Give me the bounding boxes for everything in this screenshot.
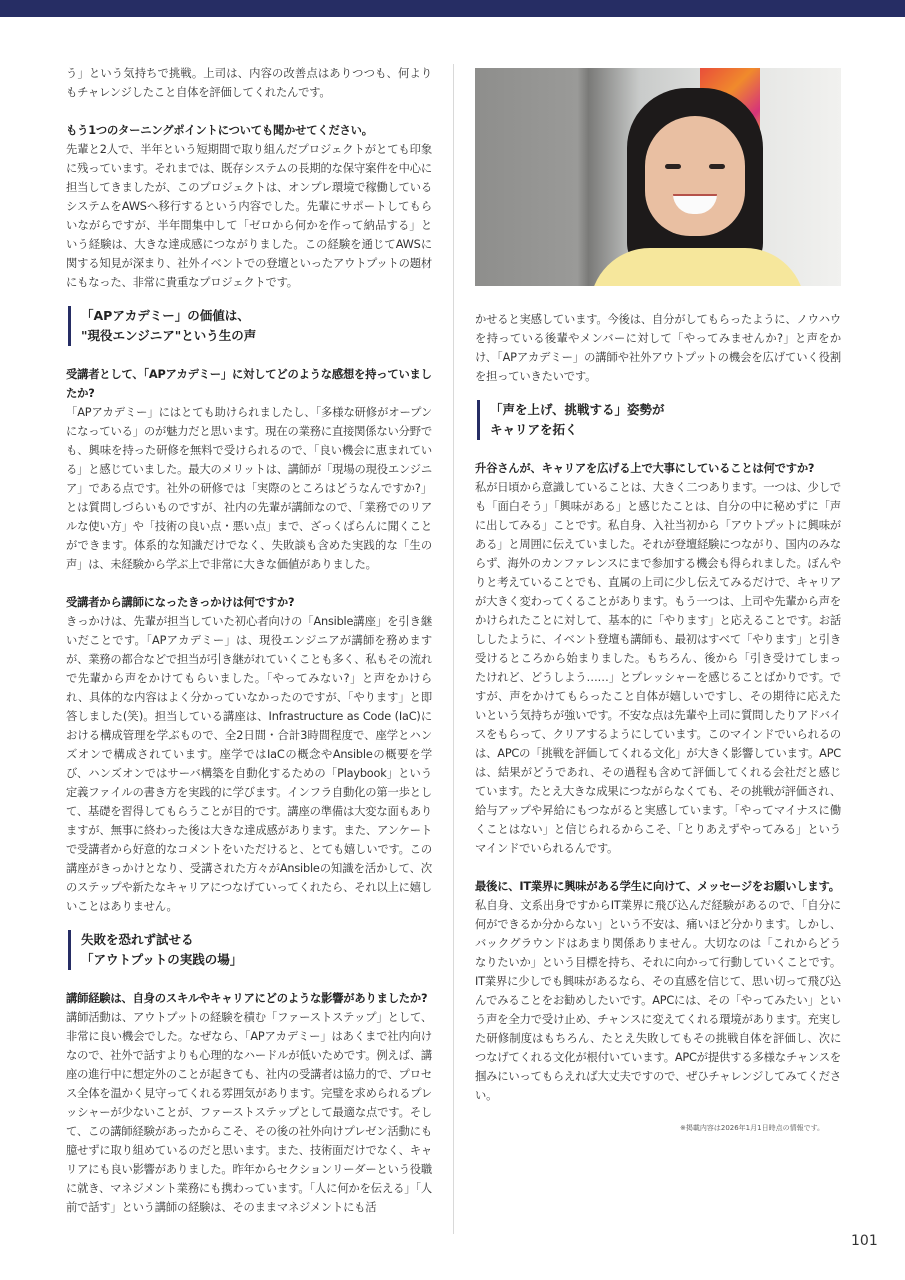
text-line: けられたことに対して、基本的に「やります」と応えることです。お話し xyxy=(475,614,841,646)
text-line: 昇給にもつながると実感しています。「やってマイナスに働くことはな xyxy=(475,804,841,836)
section-heading-output-practice xyxy=(68,930,432,970)
heading-line: "現役エンジニア"という生の声 xyxy=(81,328,257,343)
text-line: ンズオンで構成されています。座学ではIaCの概念やAnsibleの概要を xyxy=(66,729,432,761)
question-message-students xyxy=(475,877,841,896)
text-line: ニア」である点です。社外の研修では「実際のところはどうなんです xyxy=(66,463,432,495)
text-line: における構成管理を学ぶもので、全2日間・合計3時間程度で、座学とハ xyxy=(66,710,432,742)
answer-instructor-impact xyxy=(66,1008,432,1217)
text-line: 先輩と2人で、半年という短期間で取り組んだプロジェクトがとても印 xyxy=(66,143,421,156)
text-line: 出してみる」ことです。私自身、入社当初から「アウトプットに興味があ xyxy=(475,519,841,551)
text-line: として、基礎を習得してもらうことが目的です。講座の準備は大変な面 xyxy=(66,786,432,818)
text-line: 学び、ハンズオンではサーバ構築を自動化するための「Playbook」とい xyxy=(66,748,432,780)
text-line: ので、社外で話すよりも心理的なハードルが低いためです。例えば、講 xyxy=(77,1049,432,1062)
column-divider xyxy=(453,64,454,1234)
text-line: に何ができるか分からない」という不安は、痛いほど分かります。しかし、 xyxy=(475,899,841,931)
text-line: が、業務の都合などで担当が引き継がれていくことも多く、私もその流 xyxy=(66,653,421,666)
text-line: 私が日頃から意識していることは、大きく二つあります。一つは、少しで xyxy=(475,481,841,494)
text-line: 材にもなった、非常に貴重なプロジェクトです。 xyxy=(66,257,432,289)
text-line: セス全体を温かく見守ってくれる雰囲気があります。完璧を求められる xyxy=(66,1068,432,1100)
text-line: う声を全力で受け止め、チャンスに変えてくれる環境があります。充実し xyxy=(475,1013,841,1026)
text-line: す。この講座がきっかけとなり、受講された方々がAnsibleの知識を活 xyxy=(66,843,432,875)
text-line: そして、この講師経験があったからこそ、その後の社外向けプレゼン活 xyxy=(66,1106,432,1138)
text-line: い」と信じられるからこそ、「とりあえずやってみる」というマインドでい xyxy=(475,823,841,855)
question-becoming-instructor xyxy=(66,593,432,612)
text-line: ケートで受講者から好意的なコメントをいただけると、とても嬉しいで xyxy=(66,824,432,856)
answer-continuation xyxy=(475,310,841,386)
text-line: になっている」のが魅力だと思います。現在の業務に直接関係ない分野 xyxy=(66,425,421,438)
section-heading-speak-up xyxy=(477,400,841,440)
text-line: れ、具体的な内容はよく分かっていなかったのですが、「やります」と即 xyxy=(66,691,432,704)
text-line: 常に良い機会でした。なぜなら、「APアカデミー」はあくまで社内向けな xyxy=(66,1030,432,1062)
text-line: もらいながらですが、半年間集中して「ゼロから何かを作って納品する」 xyxy=(66,200,432,232)
text-line: 講師経験は、自身のスキルやキャリアにどのような影響がありまし xyxy=(66,992,399,1005)
text-line: く、キャリアにも良い影響がありました。昨年からセクションリーダーと xyxy=(66,1144,432,1176)
text-line: け、「APアカデミー」の講師や社外アウトプットの機会を広げていく役割 xyxy=(475,351,841,364)
text-line: に関する知見が深まり、社外イベントでの登壇といったアウトプットの題 xyxy=(66,238,432,270)
text-line: たか? xyxy=(66,387,95,400)
question-career-growth xyxy=(475,459,841,478)
text-line: て、クリアするようにしています。このマインドでいられるのは、APCの xyxy=(475,728,841,760)
text-line: 以上に嬉しいことはありません。 xyxy=(66,881,432,913)
text-line: 象に残っています。それまでは、既存システムの長期的な保守案件を中 xyxy=(66,143,432,175)
text-line: られるんです。 xyxy=(541,842,619,855)
text-line: 受講者として、「APアカデミー」に対してどのような感想を持っていまし xyxy=(66,368,432,381)
text-line: つなげてくれる文化が根付いています。APCが提供する多様なチャン xyxy=(475,1051,819,1064)
text-line: たとえ大きな成果につながらなくても、その挑戦が評価され、給与アップや xyxy=(475,785,841,817)
text-line: た研修制度はもちろん、たとえ失敗してもその挑戦自体を評価し、次に xyxy=(475,1032,841,1045)
left-column xyxy=(66,64,432,1217)
question-impression xyxy=(66,365,432,403)
text-line: 継いだことです。「APアカデミー」は、現役エンジニアが講師を務めます xyxy=(66,615,432,647)
question-instructor-impact xyxy=(66,989,432,1008)
text-line: きっかけは、先輩が担当していた初心者向けの「Ansible講座」を引き xyxy=(66,615,421,628)
text-line: 講師活動は、アウトプットの経験を積む「ファーストステップ」として、非 xyxy=(66,1011,432,1043)
question-turning-point xyxy=(66,121,432,140)
page-number: 101 xyxy=(851,1233,878,1249)
text-line: 「挑戦を評価してくれる文化」が大きく影響しています。APCは、結果が xyxy=(475,747,841,779)
text-line: でも、興味を持った研修を無料で受けられるので、「良い機会に恵まれ xyxy=(66,425,432,457)
text-line: 業界に少しでも興味があるなら、その直感を信じて、思い切って飛び込 xyxy=(484,975,841,988)
footnote: ※掲載内容は2026年1月1日時点の情報です。 xyxy=(680,1124,825,1132)
text-line: 答しました(笑)。担当している講座は、Infrastructure as Code (IaC) xyxy=(66,710,421,723)
text-line: もチャレンジしたこと自体を評価してくれたんです。 xyxy=(66,86,331,99)
text-line: 動にも臆せずに取り組めているのだと思います。また、技術面だけでな xyxy=(66,1125,432,1157)
right-column xyxy=(475,310,841,1105)
heading-line: 「アウトプットの実践の場」 xyxy=(81,952,243,967)
heading-line: 失敗を恐れず試せる xyxy=(81,932,194,947)
text-line: けてもらったこと自体が嬉しいですし、その期待に応えたいという気持 xyxy=(475,690,841,722)
answer-career-growth xyxy=(475,478,841,858)
text-line: 大きく変わってくることがあります。もう一つは、上司や先輩から声をか xyxy=(475,595,841,627)
text-line: いう役職に就き、マネジメント業務にも携わっています。「人に何かを伝 xyxy=(66,1163,432,1195)
text-line: かせると実感しています。今後は、自分がしてもらったように、ノウハウ xyxy=(475,313,841,326)
intro-paragraph xyxy=(66,64,432,102)
text-line: 「APアカデミー」にはとても助けられましたし、「多様な研修がオープン xyxy=(66,406,432,419)
text-line: バックグラウンドはあまり関係ありません。大切なのは「これからどうな xyxy=(475,937,841,969)
text-line: いるシステムをAWSへ移行するという内容でした。先輩にサポートして xyxy=(66,181,432,213)
text-line: ところから始まりました。もちろん、後から「引き受けてしまったけれど、 xyxy=(475,652,841,684)
answer-impression xyxy=(66,403,432,574)
text-line: う」という気持ちで挑戦。上司は、内容の改善点はありつつも、何より xyxy=(66,67,432,80)
text-line: 心に担当してきましたが、このプロジェクトは、オンプレ環境で稼働して xyxy=(66,162,432,194)
text-line: 座の進行中に想定外のことが起きても、社内の受講者は協力的で、プロ xyxy=(66,1068,421,1081)
header-bar xyxy=(0,0,905,17)
text-line: もありますが、無事に終わった後は大きな達成感があります。また、アン xyxy=(66,805,433,837)
text-line: と考えていることでも、直属の上司に少し伝えてみるだけで、キャリアが xyxy=(475,576,841,608)
text-line: か?」とは質問しづらいものですが、社内の先輩が講師なので、「業務で xyxy=(66,482,432,514)
text-line: れで先輩から声をかけてもらいました。「やってみない?」と声をかけら xyxy=(66,653,432,685)
answer-turning-point xyxy=(66,140,432,292)
heading-line: 「APアカデミー」の価値は、 xyxy=(81,308,250,323)
heading-line: キャリアを拓く xyxy=(490,422,578,437)
text-line: 私自身、文系出身ですからIT業界に飛び込んだ経験があるので、「自分 xyxy=(475,899,830,912)
text-line: 升谷さんが、キャリアを広げる上で大事にしていることは何ですか? xyxy=(475,462,815,475)
text-line: 「生の声」は、未経験から学ぶ上で非常に大きな価値がありました。 xyxy=(66,539,433,571)
text-line: える」「人前で話す」という講師の経験は、そのままマネジメントにも活 xyxy=(66,1182,432,1214)
text-line: したように、イベント登壇も講師も、最初はすべて「やります」と引き受ける xyxy=(475,633,841,665)
text-line: を担っていきたいです。 xyxy=(475,370,597,383)
text-line: ことができます。体系的な知識だけでなく、失敗談も含めた実践的な xyxy=(66,520,432,552)
heading-line: 「声を上げ、挑戦する」姿勢が xyxy=(490,402,665,417)
answer-message-students xyxy=(475,896,841,1105)
text-line: スを掴みにいってもらえれば大丈夫ですので、ぜひチャレンジしてみて xyxy=(475,1051,842,1083)
answer-becoming-instructor xyxy=(66,612,432,916)
text-line: う定義ファイルの書き方を実践的に学びます。インフラ自動化の第一歩 xyxy=(66,767,432,799)
text-line: もう1つのターニングポイントについても聞かせてください。 xyxy=(66,124,373,137)
text-line: りたいか」という目標を持ち、それに向かって行動していくことです。IT xyxy=(475,956,841,988)
text-line: のリアルな使い方」や「技術の良い点・悪い点」まで、ざっくばらんに聞く xyxy=(66,501,432,533)
text-line: を持っている後輩やメンバーに対して「やってみませんか?」と声をか xyxy=(475,332,841,345)
text-line: ている」と感じていました。最大のメリットは、講師が「現場の現役エンジ xyxy=(66,444,432,476)
text-line: たか? xyxy=(398,992,428,1005)
text-line: 最後に、IT業界に興味がある学生に向けて、メッセージをお願いし xyxy=(475,880,808,893)
text-line: プレッシャーが少ないことが、ファーストステップとして最適な点です。 xyxy=(66,1087,432,1119)
portrait-photo xyxy=(475,68,841,286)
text-line: という経験は、大きな達成感につながりました。この経験を通じてAWS xyxy=(66,219,432,251)
text-line: ちが強いです。不安な点は先輩や上司に質問したりアドバイスをもらっ xyxy=(475,709,841,741)
text-line: んでみることをお勧めしたいです。APCには、その「やってみたい」とい xyxy=(475,994,841,1007)
text-line: かして、次のステップや新たなキャリアにつなげていってくれたら、それ xyxy=(66,862,432,894)
text-line: る」と周囲に伝えていました。それが登壇経験につながり、国内のみなら xyxy=(475,538,841,570)
text-line: 受講者から講師になったきっかけは何ですか? xyxy=(66,596,295,609)
text-line: も「面白そう」「興味がある」と感じたことは、自分の中に秘めずに「声に xyxy=(475,500,841,532)
text-line: ず、海外のカンファレンスにまで参加する機会も得られました。ぼんやり xyxy=(475,557,841,589)
section-heading-academy-value xyxy=(68,306,432,346)
text-line: ます。 xyxy=(807,880,840,893)
text-line: どうであれ、その過程も含めて評価してくれる会社だと感じています。 xyxy=(475,766,841,798)
text-line: どうしよう……」とプレッシャーを感じることばかりです。ですが、声をか xyxy=(475,671,841,703)
text-line: ください。 xyxy=(475,1070,842,1102)
